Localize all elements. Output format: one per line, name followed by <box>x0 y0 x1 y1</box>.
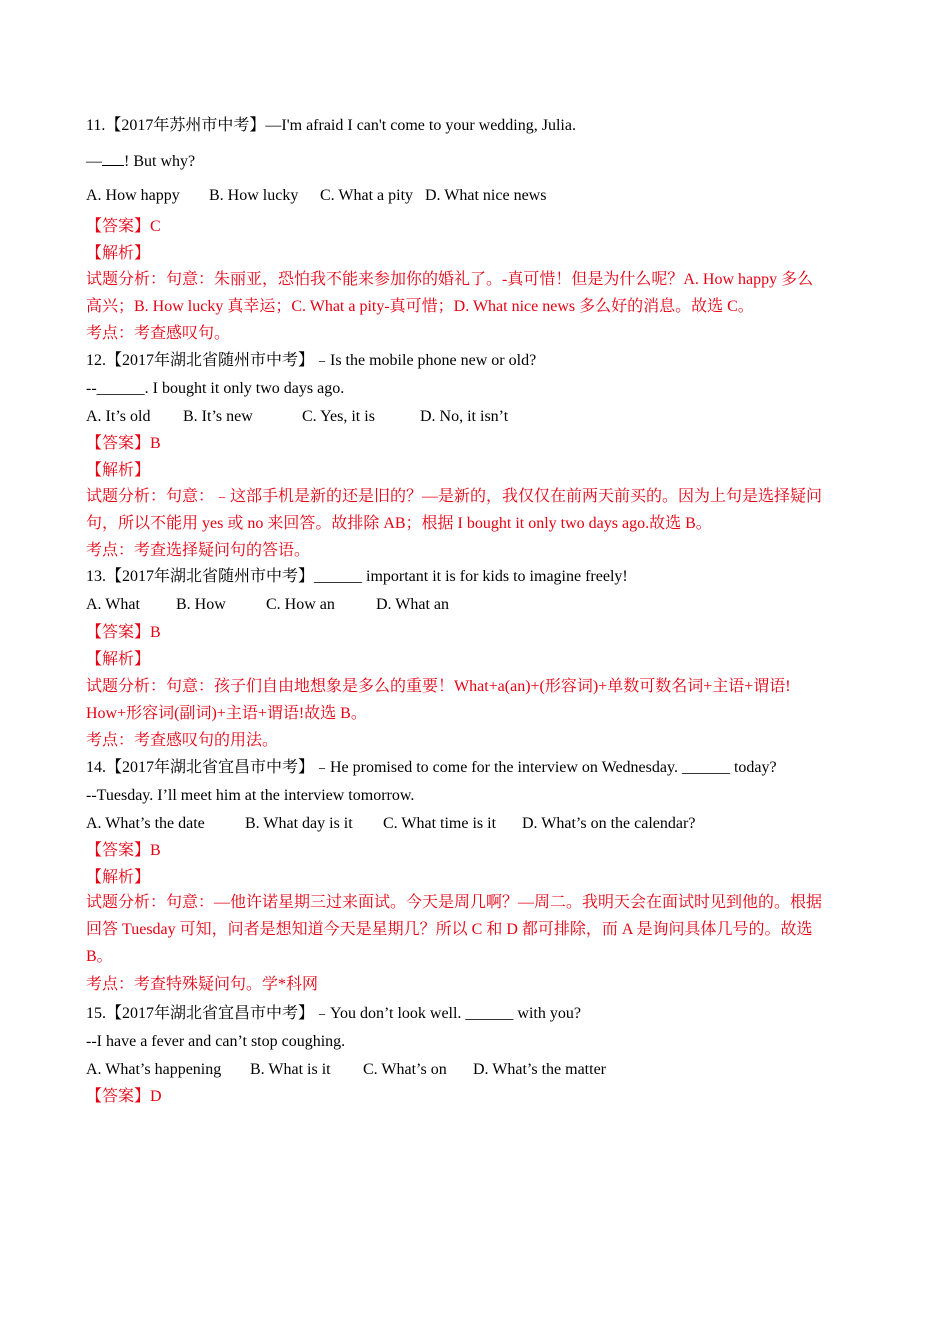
q12-analysis-label: 【解析】 <box>86 462 151 479</box>
q12-stem: 12.【2017年湖北省随州市中考】﹣Is the mobile phone new or old? <box>86 352 537 369</box>
q11-stem: 11.【2017年苏州市中考】—I'm afraid I can't come to your wedding, Julia. <box>86 117 576 134</box>
q11-point: 考点：考查感叹句。 <box>86 325 231 342</box>
q11-reply <box>86 151 195 172</box>
q14-answer: 【答案】B <box>86 842 161 859</box>
q13-point: 考点：考查感叹句的用法。 <box>86 732 279 749</box>
q14-point: 考点：考查特殊疑问句。学*科网 <box>86 976 319 993</box>
q14-stem: 14.【2017年湖北省宜昌市中考】﹣He promised to come for the interview on Wednesday. ______ today? <box>86 759 777 776</box>
q11-option-b: B. How lucky <box>209 187 299 204</box>
q15-option-b: B. What is it <box>250 1061 331 1078</box>
q11-analysis-line-2: 高兴；B. How lucky 真幸运；C. What a pity-真可惜；D. What nice news 多么好的消息。故选 C。 <box>86 298 754 315</box>
q15-options <box>86 1060 606 1080</box>
q12-analysis-line-1: 试题分析：句意：﹣这部手机是新的还是旧的？—是新的，我仅仅在前两天前买的。因为上句是选择疑问 <box>86 488 823 505</box>
q13-stem: 13.【2017年湖北省随州市中考】______ important it is for kids to imagine freely! <box>86 568 628 585</box>
q13-option-d: D. What an <box>376 596 450 613</box>
q13-analysis-line-1: 试题分析：句意：孩子们自由地想象是多么的重要！What+a(an)+(形容词)+单数可数名词+主语+谓语! <box>86 678 791 695</box>
q13-answer: 【答案】B <box>86 624 161 641</box>
q13-option-b: B. How <box>176 596 226 613</box>
q11-reply-dash: — <box>86 153 102 170</box>
q15-option-d: D. What’s the matter <box>473 1061 606 1078</box>
q12-point: 考点：考查选择疑问句的答语。 <box>86 542 311 559</box>
q11-blank <box>102 151 124 166</box>
q12-reply: --______. I bought it only two days ago. <box>86 380 345 397</box>
q14-analysis-label: 【解析】 <box>86 869 151 886</box>
q14-analysis-line-1: 试题分析：句意：—他许诺星期三过来面试。今天是周几啊？—周二。我明天会在面试时见到他的。根据 <box>86 894 823 911</box>
q15-stem: 15.【2017年湖北省宜昌市中考】﹣You don’t look well. ______ with you? <box>86 1005 581 1022</box>
q11-options <box>86 186 546 206</box>
q15-option-a: A. What’s happening <box>86 1061 222 1078</box>
q12-option-c: C. Yes, it is <box>302 408 375 425</box>
q13-options <box>86 595 449 615</box>
q14-option-a: A. What’s the date <box>86 815 205 832</box>
q11-reply-rest: ! But why? <box>124 153 196 170</box>
q15-answer: 【答案】D <box>86 1088 162 1105</box>
q14-analysis-line-2: 回答 Tuesday 可知，问者是想知道今天是星期几？所以 C 和 D 都可排除，而 A 是询问具体几号的。故选 <box>86 921 813 938</box>
q15-option-c: C. What’s on <box>363 1061 447 1078</box>
q12-answer: 【答案】B <box>86 435 161 452</box>
q12-option-a: A. It’s old <box>86 408 151 425</box>
q11-option-c: C. What a pity <box>320 187 414 204</box>
q12-option-d: D. No, it isn’t <box>420 408 509 425</box>
q14-analysis-line-3: B。 <box>86 948 113 965</box>
document-page <box>86 0 866 1344</box>
q11-analysis-label: 【解析】 <box>86 245 151 262</box>
q13-option-a: A. What <box>86 596 140 613</box>
q13-analysis-line-2: How+形容词(副词)+主语+谓语!故选 B。 <box>86 705 367 722</box>
q13-analysis-label: 【解析】 <box>86 651 151 668</box>
q12-options <box>86 407 508 427</box>
q12-analysis-line-2: 句，所以不能用 yes 或 no 来回答。故排除 AB；根据 I bought it only two days ago.故选 B。 <box>86 515 712 532</box>
q14-option-c: C. What time is it <box>383 815 497 832</box>
q11-answer: 【答案】C <box>86 218 161 235</box>
q11-option-d: D. What nice news <box>425 187 547 204</box>
q14-options <box>86 814 695 834</box>
q15-reply: --I have a fever and can’t stop coughing. <box>86 1033 346 1050</box>
q14-option-d: D. What’s on the calendar? <box>522 815 696 832</box>
q14-option-b: B. What day is it <box>245 815 353 832</box>
q14-reply: --Tuesday. I’ll meet him at the interview tomorrow. <box>86 787 415 804</box>
q11-analysis-line-1: 试题分析：句意：朱丽亚，恐怕我不能来参加你的婚礼了。-真可惜！但是为什么呢？A. How happy 多么 <box>86 271 814 288</box>
q12-option-b: B. It’s new <box>183 408 253 425</box>
q11-option-a: A. How happy <box>86 187 180 204</box>
q13-option-c: C. How an <box>266 596 335 613</box>
